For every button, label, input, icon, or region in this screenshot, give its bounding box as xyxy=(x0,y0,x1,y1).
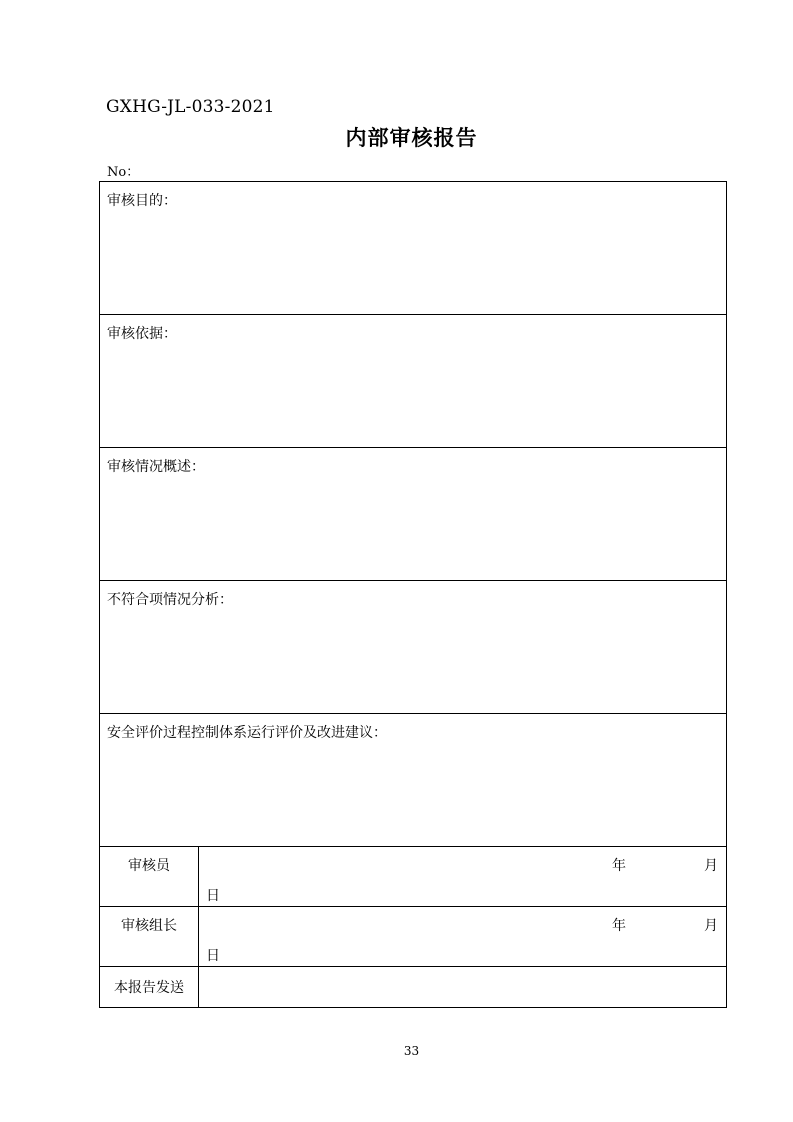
section-evaluation-label: 安全评价过程控制体系运行评价及改进建议： xyxy=(107,725,387,741)
auditor-month-label: 月 xyxy=(704,858,718,874)
distribution-row xyxy=(100,967,727,1008)
auditor-day-label: 日 xyxy=(206,888,220,904)
lead-auditor-label: 审核组长 xyxy=(100,907,199,967)
distribution-label: 本报告发送 xyxy=(100,967,199,1008)
section-purpose-label: 审核目的： xyxy=(107,193,177,209)
lead-auditor-month-label: 月 xyxy=(704,918,718,934)
page-number: 33 xyxy=(403,1044,420,1058)
report-table xyxy=(99,181,727,1008)
section-overview-label: 审核情况概述： xyxy=(107,459,205,475)
document-number-label: No： xyxy=(107,165,140,180)
distribution-field[interactable] xyxy=(199,967,727,1008)
auditor-label: 审核员 xyxy=(100,847,199,907)
section-nonconformity-row xyxy=(100,581,727,714)
section-evaluation-field[interactable] xyxy=(100,714,727,847)
lead-auditor-year-label: 年 xyxy=(612,918,626,934)
section-basis-field[interactable] xyxy=(100,315,727,448)
section-evaluation-row xyxy=(100,714,727,847)
section-purpose-field[interactable] xyxy=(100,182,727,315)
section-purpose-row xyxy=(100,182,727,315)
lead-auditor-signature-field[interactable] xyxy=(199,907,727,967)
section-overview-field[interactable] xyxy=(100,448,727,581)
section-nonconformity-label: 不符合项情况分析： xyxy=(107,592,233,608)
lead-auditor-day-label: 日 xyxy=(206,948,220,964)
document-code: GXHG-JL-033-2021 xyxy=(106,97,275,117)
page-title: 内部审核报告 xyxy=(345,125,478,150)
section-basis-row xyxy=(100,315,727,448)
section-nonconformity-field[interactable] xyxy=(100,581,727,714)
auditor-signature-field[interactable] xyxy=(199,847,727,907)
auditor-year-label: 年 xyxy=(612,858,626,874)
section-basis-label: 审核依据： xyxy=(107,326,177,342)
section-overview-row xyxy=(100,448,727,581)
lead-auditor-row xyxy=(100,907,727,967)
auditor-row xyxy=(100,847,727,907)
